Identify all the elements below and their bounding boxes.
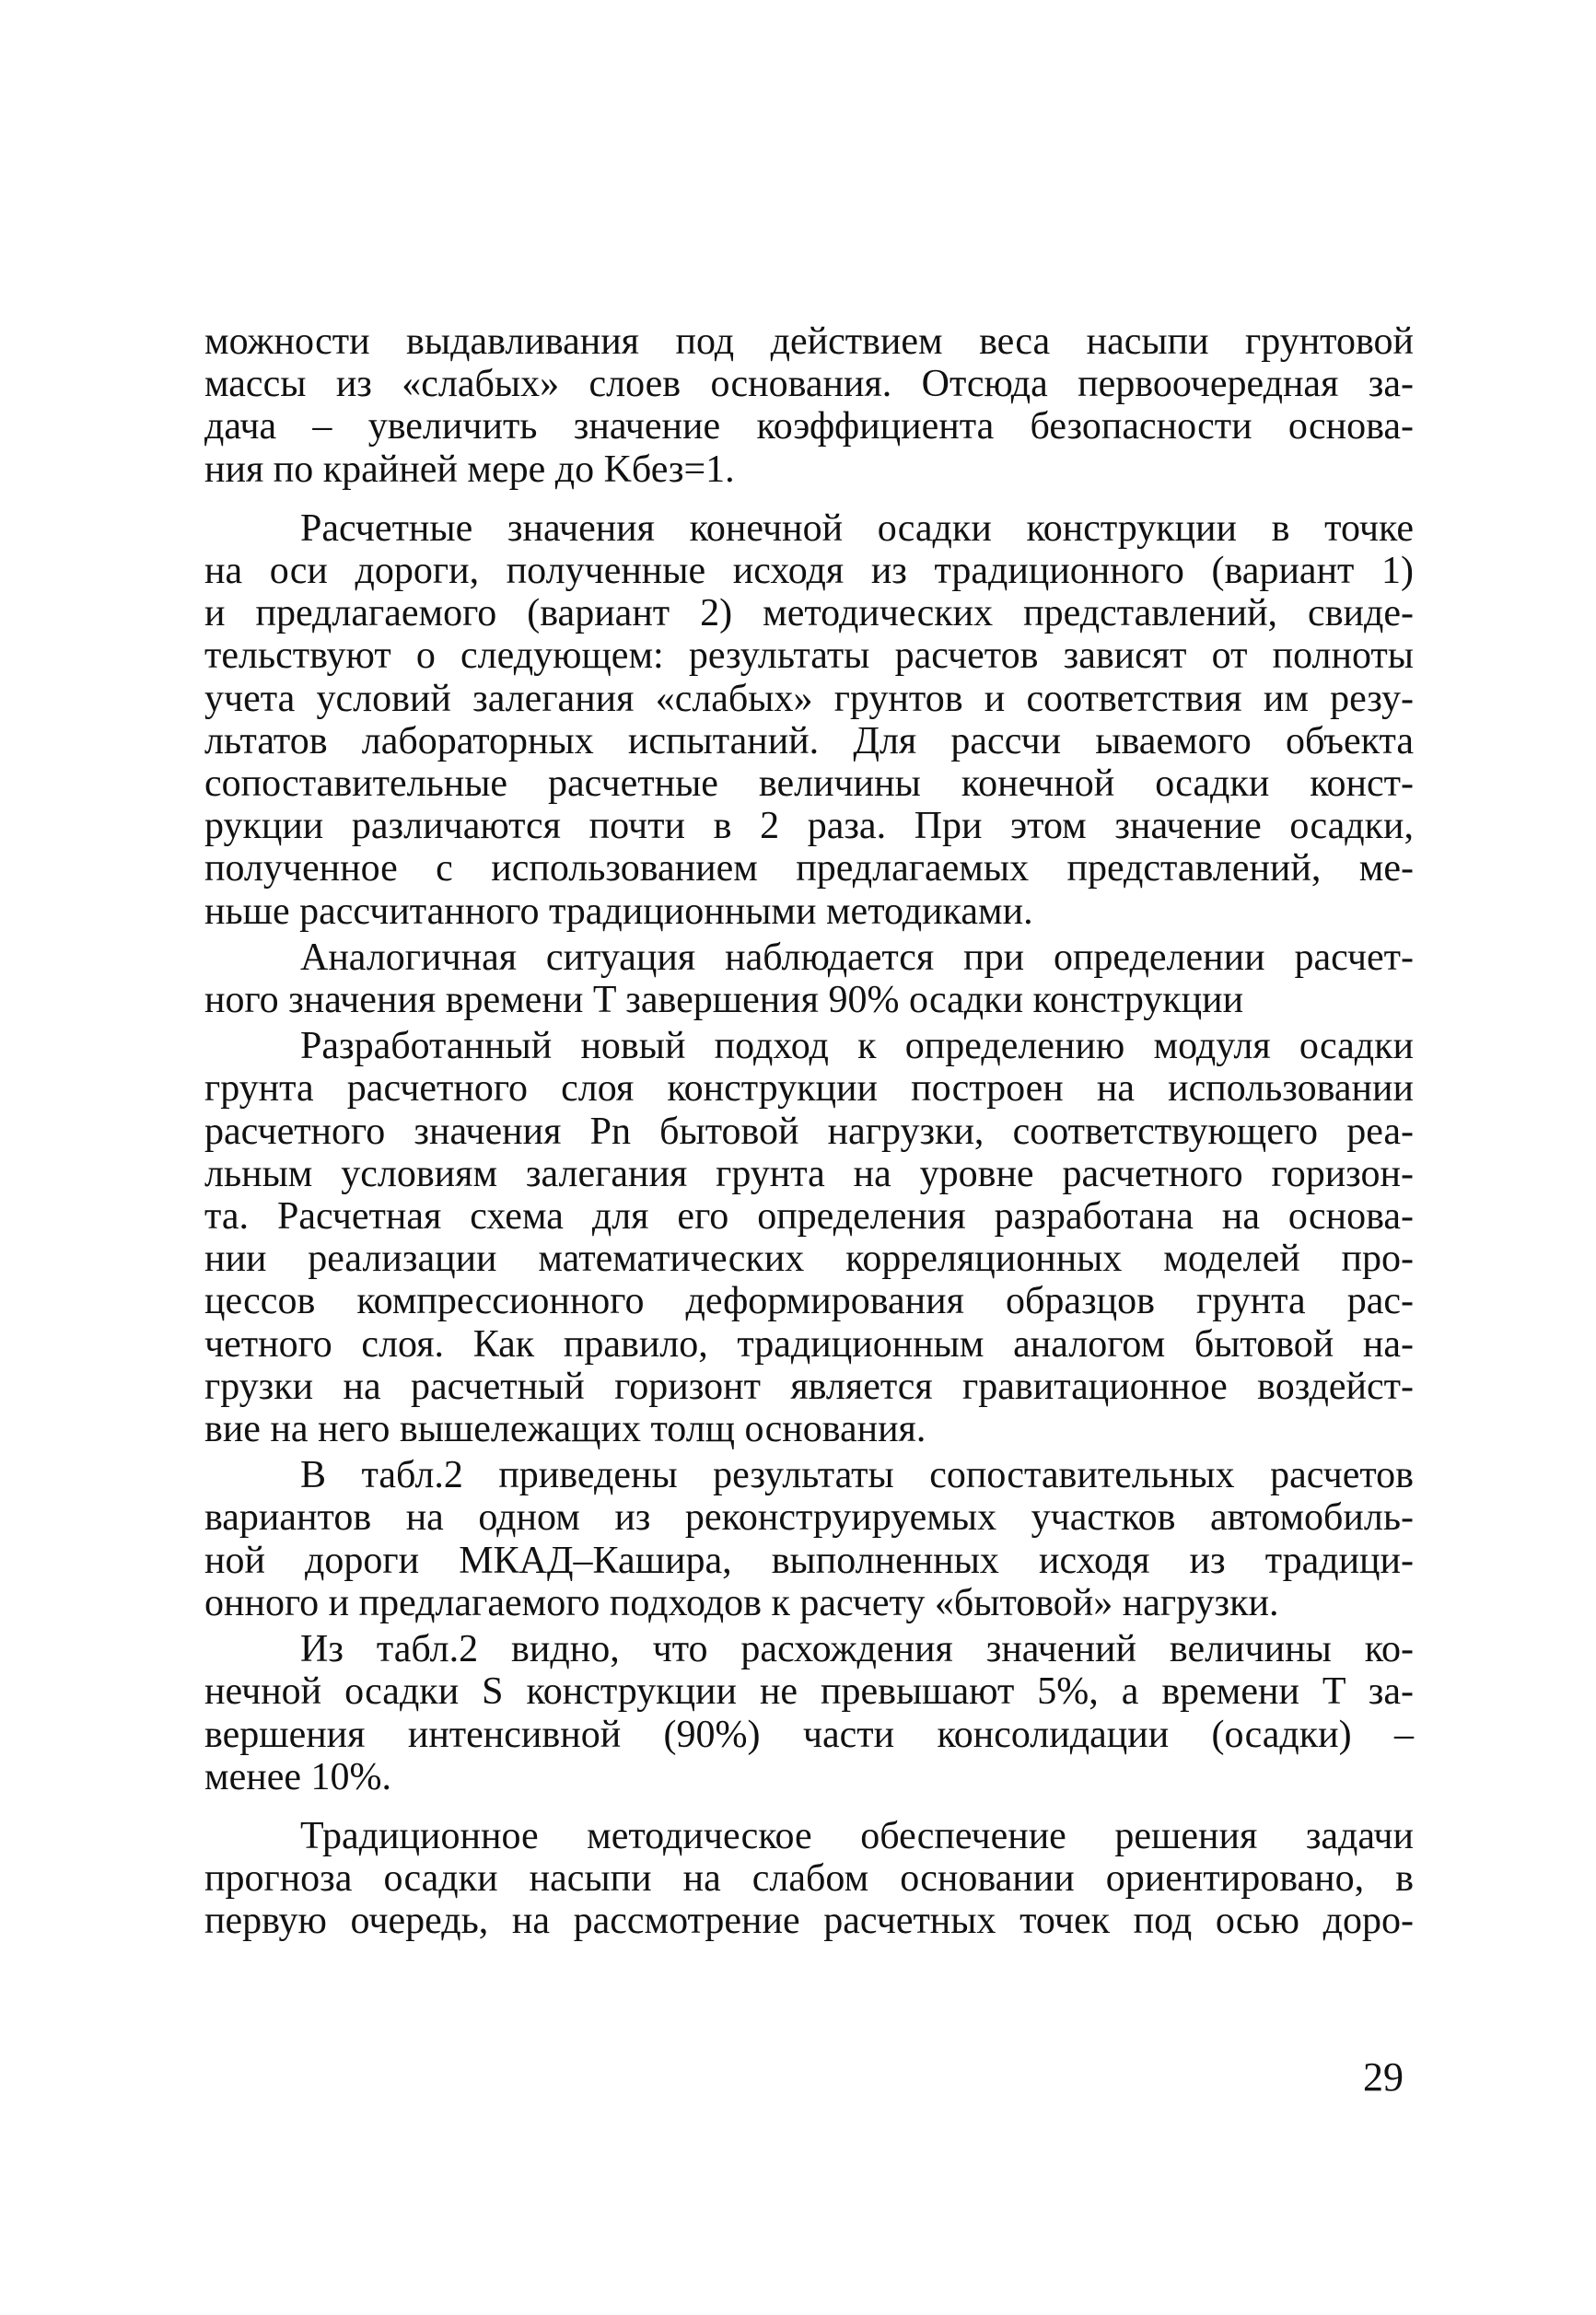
page-body <box>204 320 1414 1947</box>
text-line: онного и предлагаемого подходов к расчету «бытовой» нагрузки. <box>204 1581 1279 1624</box>
text-line: ния по крайней мере до Kбез=1. <box>204 448 735 491</box>
text-line: вие на него вышележащих толщ основания. <box>204 1408 926 1451</box>
text-line: цессов компрессионного деформирования образцов грунта рас- <box>204 1280 1414 1323</box>
text-line: на оси дороги, полученные исходя из традиционного (вариант 1) <box>204 550 1414 593</box>
text-line: четного слоя. Как правило, традиционным аналогом бытовой на- <box>204 1322 1414 1366</box>
text-line: первую очередь, на рассмотрение расчетных точек под осью доро- <box>204 1900 1414 1943</box>
text-line: Расчетные значения конечной осадки конструкции в точке <box>300 506 1414 550</box>
text-line: массы из «слабых» слоев основания. Отсюда первоочередная за- <box>204 363 1414 406</box>
paragraph-6 <box>204 1628 1414 1798</box>
paragraph-2 <box>204 507 1414 933</box>
text-line: нии реализации математических корреляционных моделей про- <box>204 1238 1414 1281</box>
text-line: тельствуют о следующем: результаты расчетов зависят от полноты <box>204 634 1414 678</box>
text-line: Аналогичная ситуация наблюдается при определении расчет- <box>300 936 1414 979</box>
text-line: сопоставительные расчетные величины конечной осадки конст- <box>204 762 1414 806</box>
text-line: льным условиям залегания грунта на уровне расчетного горизон- <box>204 1152 1414 1195</box>
text-line: менее 10%. <box>204 1755 391 1798</box>
text-line: и предлагаемого (вариант 2) методических представлений, свиде- <box>204 592 1414 635</box>
text-line: ньше рассчитанного традиционными методиками. <box>204 890 1033 933</box>
text-line: рукции различаются почти в 2 раза. При этом значение осадки, <box>204 805 1414 848</box>
text-line: ной дороги МКАД–Кашира, выполненных исходя из традици- <box>204 1539 1414 1582</box>
text-line: ного значения времени T завершения 90% осадки конструкции <box>204 979 1244 1022</box>
text-line: вершения интенсивной (90%) части консолидации (осадки) – <box>204 1713 1414 1756</box>
text-line: В табл.2 приведены результаты сопоставительных расчетов <box>300 1454 1414 1497</box>
text-line: расчетного значения Pn бытовой нагрузки, соответствующего реа- <box>204 1110 1414 1153</box>
text-line: вариантов на одном из реконструируемых участков автомобиль- <box>204 1496 1414 1540</box>
text-line: грунта расчетного слоя конструкции построен на использовании <box>204 1067 1414 1111</box>
text-line: учета условий залегания «слабых» грунтов и соответствия им резу- <box>204 677 1414 720</box>
text-line: льтатов лабораторных испытаний. Для рассчи ываемого объекта <box>204 719 1414 762</box>
text-line: Из табл.2 видно, что расхождения значений величины ко- <box>300 1628 1414 1671</box>
text-line: можности выдавливания под действием веса насыпи грунтовой <box>204 320 1414 363</box>
text-line: полученное с использованием предлагаемых представлений, ме- <box>204 847 1414 890</box>
text-line: нечной осадки S конструкции не превышают 5%, а времени T за- <box>204 1670 1414 1714</box>
paragraph-1 <box>204 320 1414 491</box>
paragraph-3 <box>204 936 1414 1021</box>
paragraph-7 <box>204 1815 1414 1943</box>
text-line: грузки на расчетный горизонт является гравитационное воздейст- <box>204 1365 1414 1408</box>
text-line: прогноза осадки насыпи на слабом основании ориентировано, в <box>204 1857 1414 1901</box>
text-line: Разработанный новый подход к определению модуля осадки <box>300 1025 1414 1068</box>
page-number: 29 <box>1363 2054 1404 2100</box>
paragraph-4 <box>204 1025 1414 1450</box>
paragraph-5 <box>204 1454 1414 1624</box>
text-line: та. Расчетная схема для его определения разработана на основа- <box>204 1195 1414 1239</box>
text-line: дача – увеличить значение коэффициента безопасности основа- <box>204 405 1414 448</box>
text-line: Традиционное методическое обеспечение решения задачи <box>300 1814 1414 1857</box>
